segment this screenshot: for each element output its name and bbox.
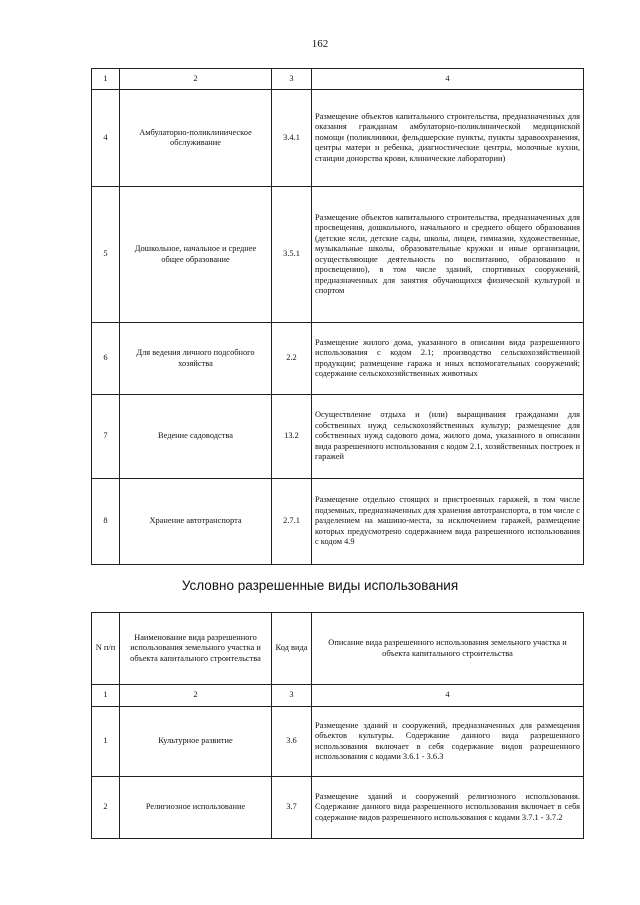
use-name: Культурное развитие	[120, 707, 272, 777]
header-cell: 4	[312, 69, 584, 90]
header-cell: 1	[92, 69, 120, 90]
table-header-row	[92, 613, 584, 685]
row-number: 4	[92, 90, 120, 187]
table-row	[92, 777, 584, 839]
permitted-uses-table	[91, 68, 584, 565]
use-name: Хранение автотранспорта	[120, 479, 272, 565]
use-description: Размещение объектов капитального строительства, предназначенных для просвещения, дошкольного, начального и среднего общего образования (детские ясли, детские сады, школы, лицеи, гимназии, художественные, музыкальные школы, образовательные кружки и иные организации, осуществляющие деятельность по воспитанию, образованию и просвещению), в том числе зданий, спортивных сооружений, предназначенных для занятия обучающихся физической культурой и спортом	[312, 187, 584, 323]
use-code: 13.2	[272, 395, 312, 479]
row-number: 5	[92, 187, 120, 323]
use-description: Размещение объектов капитального строительства, предназначенных для оказания гражданам амбулаторно-поликлинической медицинской помощи (поликлиники, фельдшерские пункты, пункты здравоохранения, центры матери и ребенка, диагностические центры, молочные кухни, станции донорства крови, клинические лаборатории)	[312, 90, 584, 187]
table-row	[92, 395, 584, 479]
numbering-cell: 3	[272, 685, 312, 707]
column-header: Описание вида разрешенного использования земельного участка и объекта капитального строительства	[312, 613, 584, 685]
numbering-cell: 2	[120, 685, 272, 707]
table-row	[92, 707, 584, 777]
numbering-cell: 1	[92, 685, 120, 707]
row-number: 8	[92, 479, 120, 565]
use-description: Осуществление отдыха и (или) выращивания гражданами для собственных нужд сельскохозяйственных культур; размещение для собственных нужд садового дома, жилого дома, указанного в описании вида разрешенного использования с кодом 2.1, хозяйственных построек и гаражей	[312, 395, 584, 479]
use-name: Ведение садоводства	[120, 395, 272, 479]
conditional-uses-table	[91, 612, 584, 839]
use-name: Амбулаторно-поликлиническое обслуживание	[120, 90, 272, 187]
table-row	[92, 187, 584, 323]
use-code: 2.7.1	[272, 479, 312, 565]
table-row	[92, 479, 584, 565]
table-row	[92, 90, 584, 187]
use-description: Размещение зданий и сооружений, предназначенных для размещения объектов культуры. Содержание данного вида разрешенного использования включает в себя содержание видов разрешенного использования с кодами 3.6.1 - 3.6.3	[312, 707, 584, 777]
row-number: 1	[92, 707, 120, 777]
use-description: Размещение зданий и сооружений религиозного использования. Содержание данного вида разрешенного использования включает в себя содержание видов разрешенного использования с кодами 3.7.1 - 3.7.2	[312, 777, 584, 839]
use-description: Размещение жилого дома, указанного в описании вида разрешенного использования с кодом 2.1; производство сельскохозяйственной продукции; размещение гаража и иных вспомогательных сооружений; содержание сельскохозяйственных животных	[312, 323, 584, 395]
row-number: 6	[92, 323, 120, 395]
use-name: Для ведения личного подсобного хозяйства	[120, 323, 272, 395]
use-code: 3.5.1	[272, 187, 312, 323]
header-cell: 3	[272, 69, 312, 90]
row-number: 2	[92, 777, 120, 839]
use-description: Размещение отдельно стоящих и пристроенных гаражей, в том числе подземных, предназначенных для хранения автотранспорта, в том числе с разделением на машино-места, за исключением гаражей, размещение которых предусмотрено содержанием вида разрешенного использования с кодом 4.9	[312, 479, 584, 565]
use-code: 3.4.1	[272, 90, 312, 187]
section-title: Условно разрешенные виды использования	[181, 578, 459, 593]
column-header: Наименование вида разрешенного использования земельного участка и объекта капитального строительства	[120, 613, 272, 685]
page-number: 162	[311, 38, 329, 50]
use-code: 3.6	[272, 707, 312, 777]
table-numbering-row	[92, 685, 584, 707]
use-name: Религиозное использование	[120, 777, 272, 839]
use-code: 2.2	[272, 323, 312, 395]
row-number: 7	[92, 395, 120, 479]
table-row	[92, 323, 584, 395]
header-cell: 2	[120, 69, 272, 90]
use-name: Дошкольное, начальное и среднее общее образование	[120, 187, 272, 323]
column-header: Код вида	[272, 613, 312, 685]
use-code: 3.7	[272, 777, 312, 839]
numbering-cell: 4	[312, 685, 584, 707]
column-header: N п/п	[92, 613, 120, 685]
table-header-row	[92, 69, 584, 90]
